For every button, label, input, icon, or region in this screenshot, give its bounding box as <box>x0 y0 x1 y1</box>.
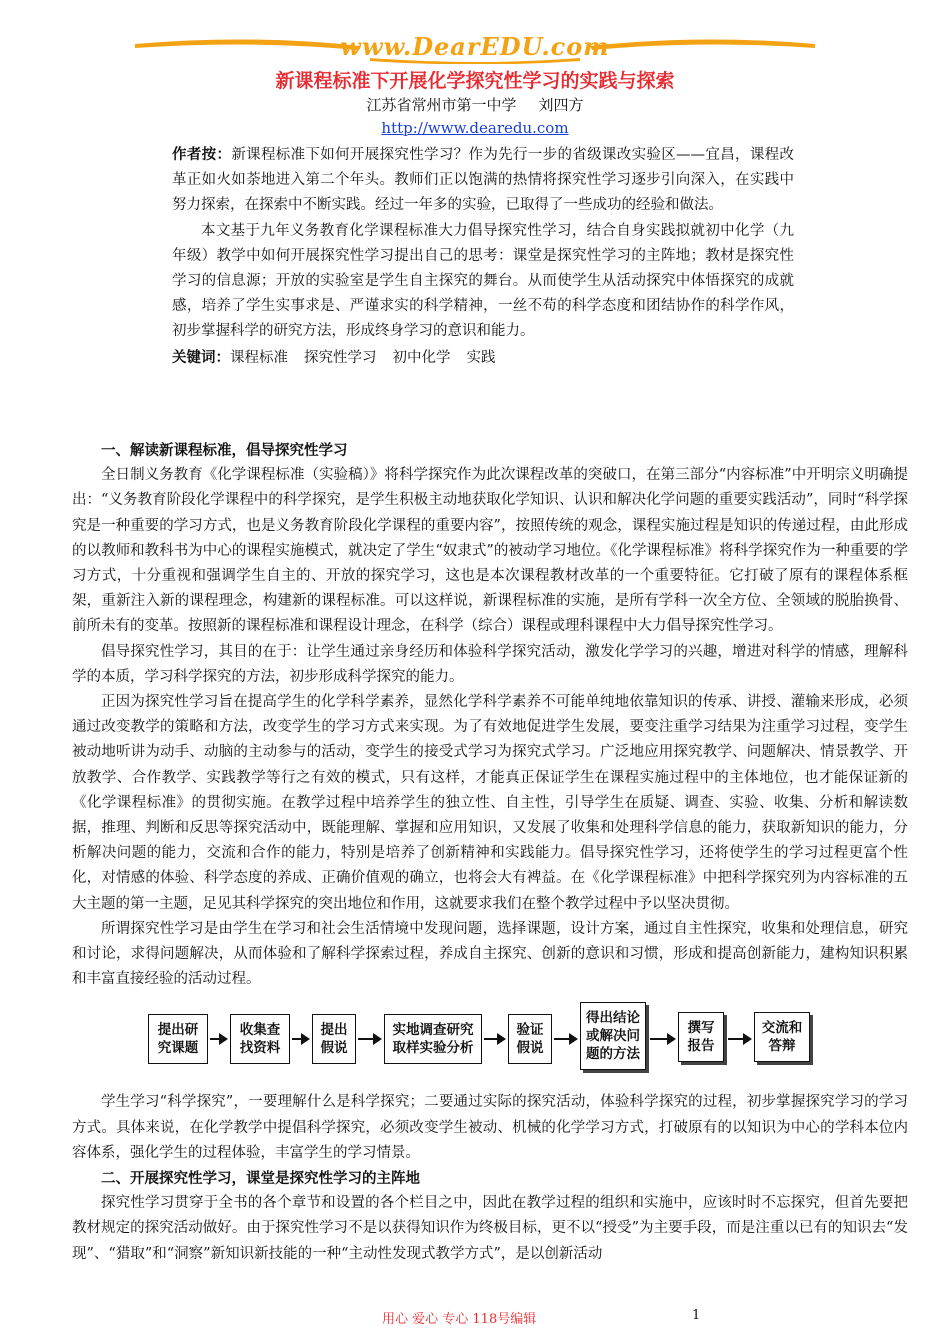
flow-step-label: 得出结论 或解决问 题的方法 <box>586 1010 640 1063</box>
flow-arrow <box>728 1038 750 1040</box>
flow-step <box>312 1014 356 1064</box>
flow-arrow <box>484 1038 504 1040</box>
flow-step-label: 实地调查研究 取样实验分析 <box>392 1022 474 1057</box>
author-note <box>172 142 794 219</box>
flow-step <box>148 1014 208 1064</box>
flow-arrow <box>210 1038 226 1040</box>
keyword: 初中化学 <box>392 349 451 366</box>
flow-step <box>580 1002 646 1070</box>
paragraph: 探究性学习贯穿于全书的各个章节和设置的各个栏目之中，因此在教学过程的组织和实施中，应该时时不忘探究，但首先要把教材规定的探究活动做好。由于探究性学习不是以获得知识作为终极目标，更不以“授受”为主要手段，而是注重以已有的知识去“发现”、“猎取”和“洞察”新知识新技能的一种“主动性发现式教学方式”，是以创新活动 <box>72 1195 908 1262</box>
banner-logo-text: www.DearEDU.com <box>340 32 610 61</box>
school-name: 江苏省常州市第一中学 <box>366 96 517 114</box>
paragraph: 学生学习“科学探究”，一要理解什么是科学探究；二要通过实际的探究活动，体验科学探究的过程，初步掌握探究学习的学习方式。具体来说，在化学教学中提倡科学探究，必须改变学生被动、机械的化学学习方式，打破原有的以知识为中心的学科本位内容体系，强化学生的过程体验，丰富学生的学习情景。 <box>72 1094 908 1161</box>
flow-arrow <box>554 1038 576 1040</box>
abstract-block <box>172 142 794 371</box>
flow-step-label: 提出研 究课题 <box>157 1022 199 1057</box>
keywords-line <box>172 345 794 371</box>
page-number: 1 <box>692 1308 701 1323</box>
author-note-text: 新课程标准下如何开展探究性学习？作为先行一步的省级课改实验区——宜昌，课程改革正如火如荼地进入第二个年头。教师们正以饱满的热情将探究性学习逐步引向深入，在实践中努力探索，在探索中不断实践。经过一年多的实验，已取得了一些成功的经验和做法。 <box>172 147 795 214</box>
abstract-summary: 本文基于九年义务教育化学课程标准大力倡导探究性学习，结合自身实践拟就初中化学（九年级）教学中如何开展探究性学习提出自己的思考：课堂是探究性学习的主阵地；教材是探究性学习的信息源；开放的实验室是学生自主探究的舞台。从而使学生从活动探究中体悟探究的成就感，培养了学生实事求是、严谨求实的科学精神，一丝不苟的科学态度和团结协作的科学作风，初步掌握科学的研究方法，形成终身学习的意识和能力。 <box>172 222 794 340</box>
article-body <box>72 438 908 1267</box>
keyword: 实践 <box>466 349 496 366</box>
flow-step <box>230 1014 290 1064</box>
paragraph: 正因为探究性学习旨在提高学生的化学科学素养，显然化学科学素养不可能单纯地依靠知识的传承、讲授、灌输来形成，必须通过改变教学的策略和方法，改变学生的学习方式来实现。为了有效地促进学生发展，要变注重学习结果为注重学习过程，变学生被动地听讲为动手、动脑的主动参与的活动，变学生的接受式学习为探究式学习。广泛地应用探究教学、问题解决、情景教学、开放教学、合作教学、实践教学等行之有效的模式，只有这样，才能真正保证学生在课程实施过程中的主体地位，也才能保证新的《化学课程标准》的贯彻实施。在教学过程中培养学生的独立性、自主性，引导学生在质疑、调查、实验、收集、分析和解读数据，推理、判断和反思等探究活动中，既能理解、掌握和应用知识，又发展了收集和处理科学信息的能力，获取新知识的能力，分析解决问题的能力，交流和合作的能力，特别是培养了创新精神和实践能力。倡导探究性学习，还将使学生的学习过程更富个性化，对情感的体验、科学态度的养成、正确价值观的确立，也将会大有裨益。在《化学课程标准》中把科学探究列为内容标准的五大主题的第一主题，足见其科学探究的突出地位和作用，这就要求我们在整个教学过程中予以坚决贯彻。 <box>72 694 908 912</box>
author-note-label: 作者按： <box>172 146 232 163</box>
flow-step-label: 撰写 报告 <box>687 1020 715 1055</box>
page-title: 新课程标准下开展化学探究性学习的实践与探索 <box>275 70 675 92</box>
site-banner <box>130 30 820 64</box>
footer-text: 用心 爱心 专心 118号编辑 <box>382 1312 537 1327</box>
keyword: 课程标准 <box>230 349 288 366</box>
flow-step-label: 验证 假说 <box>516 1022 544 1057</box>
paragraph: 所谓探究性学习是由学生在学习和社会生活情境中发现问题，选择课题，设计方案，通过自主性探究，收集和处理信息，研究和讨论，求得问题解决，从而体验和了解科学探索过程，养成自主探究、创新的意识和习惯，形成和提高创新能力，建构知识积累和丰富直接经验的活动过程。 <box>72 920 908 988</box>
flow-arrow <box>358 1038 380 1040</box>
paragraph: 全日制义务教育《化学课程标准（实验稿）》将科学探究作为此次课程改革的突破口，在第三部分“内容标准”中开明宗义明确提出：“义务教育阶段化学课程中的科学探究，是学生积极主动地获取化学知识、认识和解决化学问题的重要实践活动”，同时“科学探究是一种重要的学习方式，也是义务教育阶段化学课程的重要内容”，按照传统的观念，课程实施过程是知识的传递过程，由此形成的以教师和教科书为中心的课程实施模式，就决定了学生“奴隶式”的被动学习地位。《化学课程标准》将科学探究作为一种重要的学习方式，十分重视和强调学生自主的、开放的探究学习，这也是本次课程教材改革的一个重要特征。它打破了原有的课程体系框架，重新注入新的课程理念，构建新的课程标准。可以这样说，新课程标准的实施，是所有学科一次全方位、全领域的脱胎换骨、前所未有的变革。按照新的课程标准和课程设计理念，在科学（综合）课程或理科课程中大力倡导探究性学习。 <box>72 467 908 635</box>
inquiry-process-flowchart <box>72 998 908 1082</box>
author-line <box>0 94 950 115</box>
section-heading: 一、解读新课程标准，倡导探究性学习 <box>101 442 348 459</box>
section-heading: 二、开展探究性学习，课堂是探究性学习的主阵地 <box>101 1170 420 1188</box>
flow-step <box>754 1012 810 1062</box>
flow-step-label: 交流和 答辩 <box>761 1020 803 1055</box>
flow-step-label: 收集查 找资料 <box>239 1022 281 1057</box>
flow-step <box>678 1012 724 1062</box>
flow-step-label: 提出 假说 <box>320 1022 348 1057</box>
source-link[interactable]: http://www.dearedu.com <box>381 119 569 137</box>
keyword: 探究性学习 <box>304 349 377 366</box>
flow-step <box>508 1014 552 1064</box>
keywords-label: 关键词： <box>172 348 230 366</box>
flow-arrow <box>292 1038 308 1040</box>
flow-arrow <box>650 1038 674 1040</box>
flow-step <box>384 1014 482 1064</box>
author-name: 刘四方 <box>538 96 584 114</box>
paragraph: 倡导探究性学习，其目的在于：让学生通过亲身经历和体验科学探究活动，激发化学学习的兴趣，增进对科学的情感，理解科学的本质，学习科学探究的方法，初步形成科学探究的能力。 <box>72 643 908 685</box>
